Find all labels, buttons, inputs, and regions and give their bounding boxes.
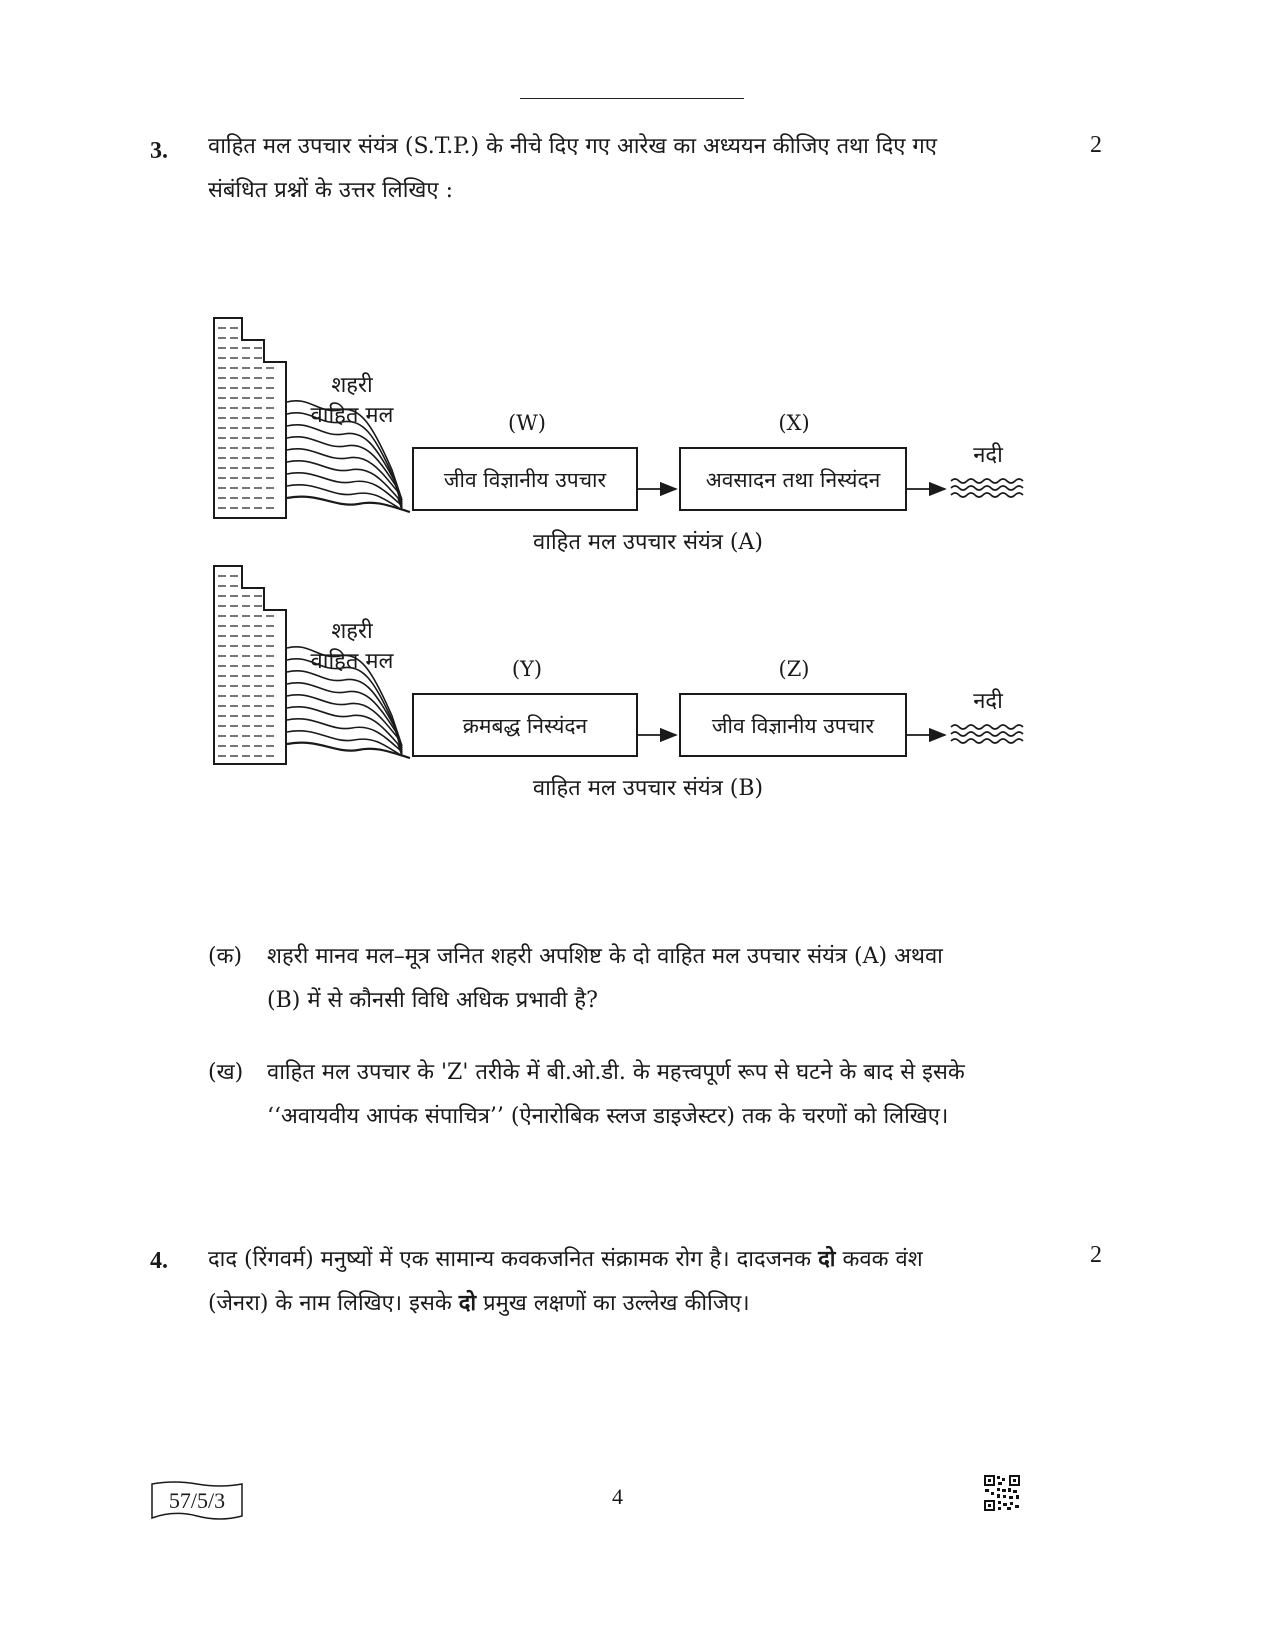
plant-a-step1-text: जीव विज्ञानीय उपचार — [443, 468, 607, 492]
page-number: 4 — [612, 1484, 623, 1509]
plant-b-step1-label: (Y) — [511, 657, 543, 681]
plant-a-step2-text: अवसादन तथा निस्यंदन — [705, 468, 881, 492]
question-4-text-line1: दाद (रिंगवर्म) मनुष्यों में एक सामान्य कवकजनित संक्रामक रोग है। दादजनक दो कवक वंश — [208, 1246, 923, 1272]
subquestion-kha-line1: वाहित मल उपचार के 'Z' तरीके में बी.ओ.डी. के महत्त्वपूर्ण रूप से घटने के बाद से इसके — [267, 1060, 965, 1085]
plant-b-destination-label: नदी — [973, 689, 1003, 714]
paper-code: 57/5/3 — [168, 1488, 226, 1513]
plant-a — [214, 318, 1023, 555]
plant-a-source-label-line2: वाहित मल — [310, 403, 394, 428]
plant-b-step2-label: (Z) — [778, 657, 810, 681]
plant-b — [214, 566, 1023, 801]
question-4-number: 4. — [150, 1248, 168, 1274]
paper-code-badge — [150, 1480, 244, 1524]
subquestion-kha-line2: ‘‘अवायवीय आपंक संपाचित्र’’ (ऐनारोबिक स्लज डाइजेस्टर) तक के चरणों को लिखिए। — [267, 1104, 949, 1129]
question-3-number: 3. — [150, 138, 168, 164]
plant-a-source-label-line1: शहरी — [331, 373, 373, 398]
plant-a-city-building-icon — [214, 318, 286, 518]
question-4-text-line2: (जेनरा) के नाम लिखिए। इसके दो प्रमुख लक्षणों का उल्लेख कीजिए। — [208, 1290, 750, 1316]
plant-b-source-label-line2: वाहित मल — [310, 649, 394, 674]
subquestion-kha-label: (ख) — [208, 1060, 244, 1085]
stp-diagram — [0, 0, 1275, 820]
plant-a-river-waves-icon — [951, 479, 1023, 497]
plant-b-step2-text: जीव विज्ञानीय उपचार — [711, 714, 875, 738]
plant-b-step1-text: क्रमबद्ध निस्यंदन — [462, 714, 588, 738]
plant-a-destination-label: नदी — [973, 443, 1003, 468]
subquestion-ka-line1: शहरी मानव मल–मूत्र जनित शहरी अपशिष्ट के दो वाहित मल उपचार संयंत्र (A) अथवा — [267, 944, 943, 969]
plant-a-step2-label: (X) — [778, 411, 810, 435]
qr-code-icon — [983, 1474, 1021, 1512]
plant-a-step1-label: (W) — [508, 411, 546, 435]
plant-b-river-waves-icon — [951, 725, 1023, 743]
question-4-marks: 2 — [1090, 1242, 1102, 1268]
question-3-marks: 2 — [1090, 132, 1102, 158]
subquestion-ka-label: (क) — [208, 944, 243, 969]
plant-b-source-label-line1: शहरी — [331, 619, 373, 644]
plant-a-caption: वाहित मल उपचार संयंत्र (A) — [533, 530, 763, 555]
subquestion-ka-line2: (B) में से कौनसी विधि अधिक प्रभावी है? — [267, 988, 598, 1013]
question-3-text-line2: संबंधित प्रश्नों के उत्तर लिखिए : — [208, 178, 453, 203]
plant-b-caption: वाहित मल उपचार संयंत्र (B) — [532, 776, 764, 801]
plant-b-city-building-icon — [214, 566, 286, 764]
question-3-text-line1: वाहित मल उपचार संयंत्र (S.T.P.) के नीचे दिए गए आरेख का अध्ययन कीजिए तथा दिए गए — [208, 134, 937, 159]
